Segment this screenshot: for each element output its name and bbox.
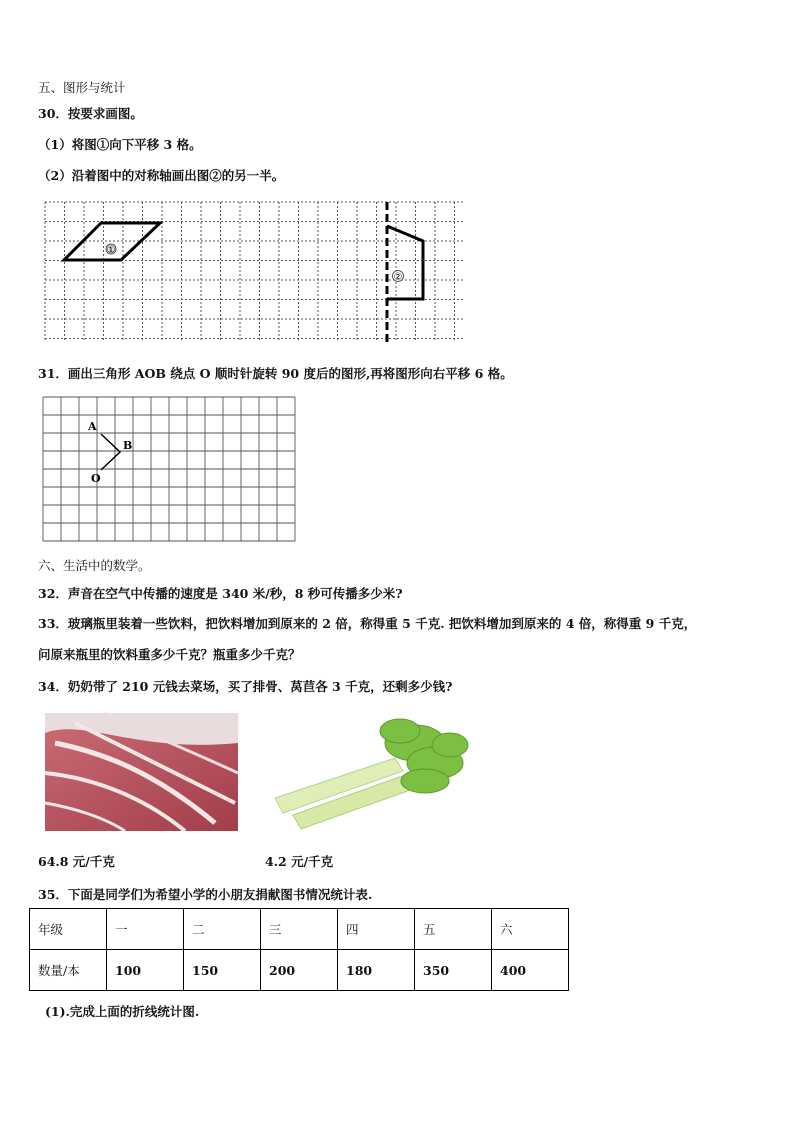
table-cell: 六: [492, 909, 569, 950]
lettuce-price: 4.2 元/千克: [265, 854, 334, 869]
section-heading-5: 五、图形与统计: [38, 80, 126, 95]
ribs-photo: [45, 713, 238, 831]
point-a-label: A: [88, 420, 97, 433]
point-b-label: B: [123, 439, 133, 452]
figure-2-half-shape: [387, 226, 423, 299]
table-cell: 350: [415, 950, 492, 991]
table-cell: 二: [184, 909, 261, 950]
table-cell: 一: [107, 909, 184, 950]
question-30-grid: [45, 202, 467, 342]
question-35: 35．下面是同学们为希望小学的小朋友捐献图书情况统计表.: [38, 887, 373, 902]
question-35-part-1: (1).完成上面的折线统计图.: [45, 1004, 200, 1019]
table-cell: 五: [415, 909, 492, 950]
table-header-count: 数量/本: [30, 950, 107, 991]
table-cell: 200: [261, 950, 338, 991]
question-34: 34．奶奶带了 210 元钱去菜场，买了排骨、莴苣各 3 千克，还剩多少钱?: [38, 679, 453, 694]
figure-2-label: ②: [393, 272, 403, 283]
point-o-label: O: [91, 472, 101, 485]
question-31-title: 31．画出三角形 AOB 绕点 O 顺时针旋转 90 度后的图形,再将图形向右平移 6 格。: [38, 366, 513, 381]
question-30-part-1: （1）将图①向下平移 3 格。: [38, 137, 202, 152]
triangle-aob: [101, 434, 120, 470]
question-33-line-2: 问原来瓶里的饮料重多少千克？瓶重多少千克？: [38, 647, 301, 662]
section-heading-6: 六、生活中的数学。: [38, 558, 151, 573]
table-cell: 400: [492, 950, 569, 991]
question-30-part-2: （2）沿着图中的对称轴画出图②的另一半。: [38, 168, 285, 183]
table-row: [30, 950, 569, 991]
question-33-line-1: 33．玻璃瓶里装着一些饮料，把饮料增加到原来的 2 倍，称得重 5 千克. 把饮料增加到原来的 4 倍，称得重 9 千克，: [38, 616, 697, 631]
table-cell: 三: [261, 909, 338, 950]
question-32: 32．声音在空气中传播的速度是 340 米/秒，8 秒可传播多少米?: [38, 586, 403, 601]
table-cell: 150: [184, 950, 261, 991]
table-header-grade: 年级: [30, 909, 107, 950]
table-row: [30, 909, 569, 950]
table-cell: 100: [107, 950, 184, 991]
table-cell: 180: [338, 950, 415, 991]
book-donation-table: [29, 908, 569, 991]
question-31-grid: [43, 397, 297, 543]
ribs-price: 64.8 元/千克: [38, 854, 115, 869]
table-cell: 四: [338, 909, 415, 950]
figure-1-label: ①: [106, 245, 116, 256]
lettuce-photo: [265, 713, 470, 833]
question-30-title: 30．按要求画图。: [38, 106, 143, 121]
